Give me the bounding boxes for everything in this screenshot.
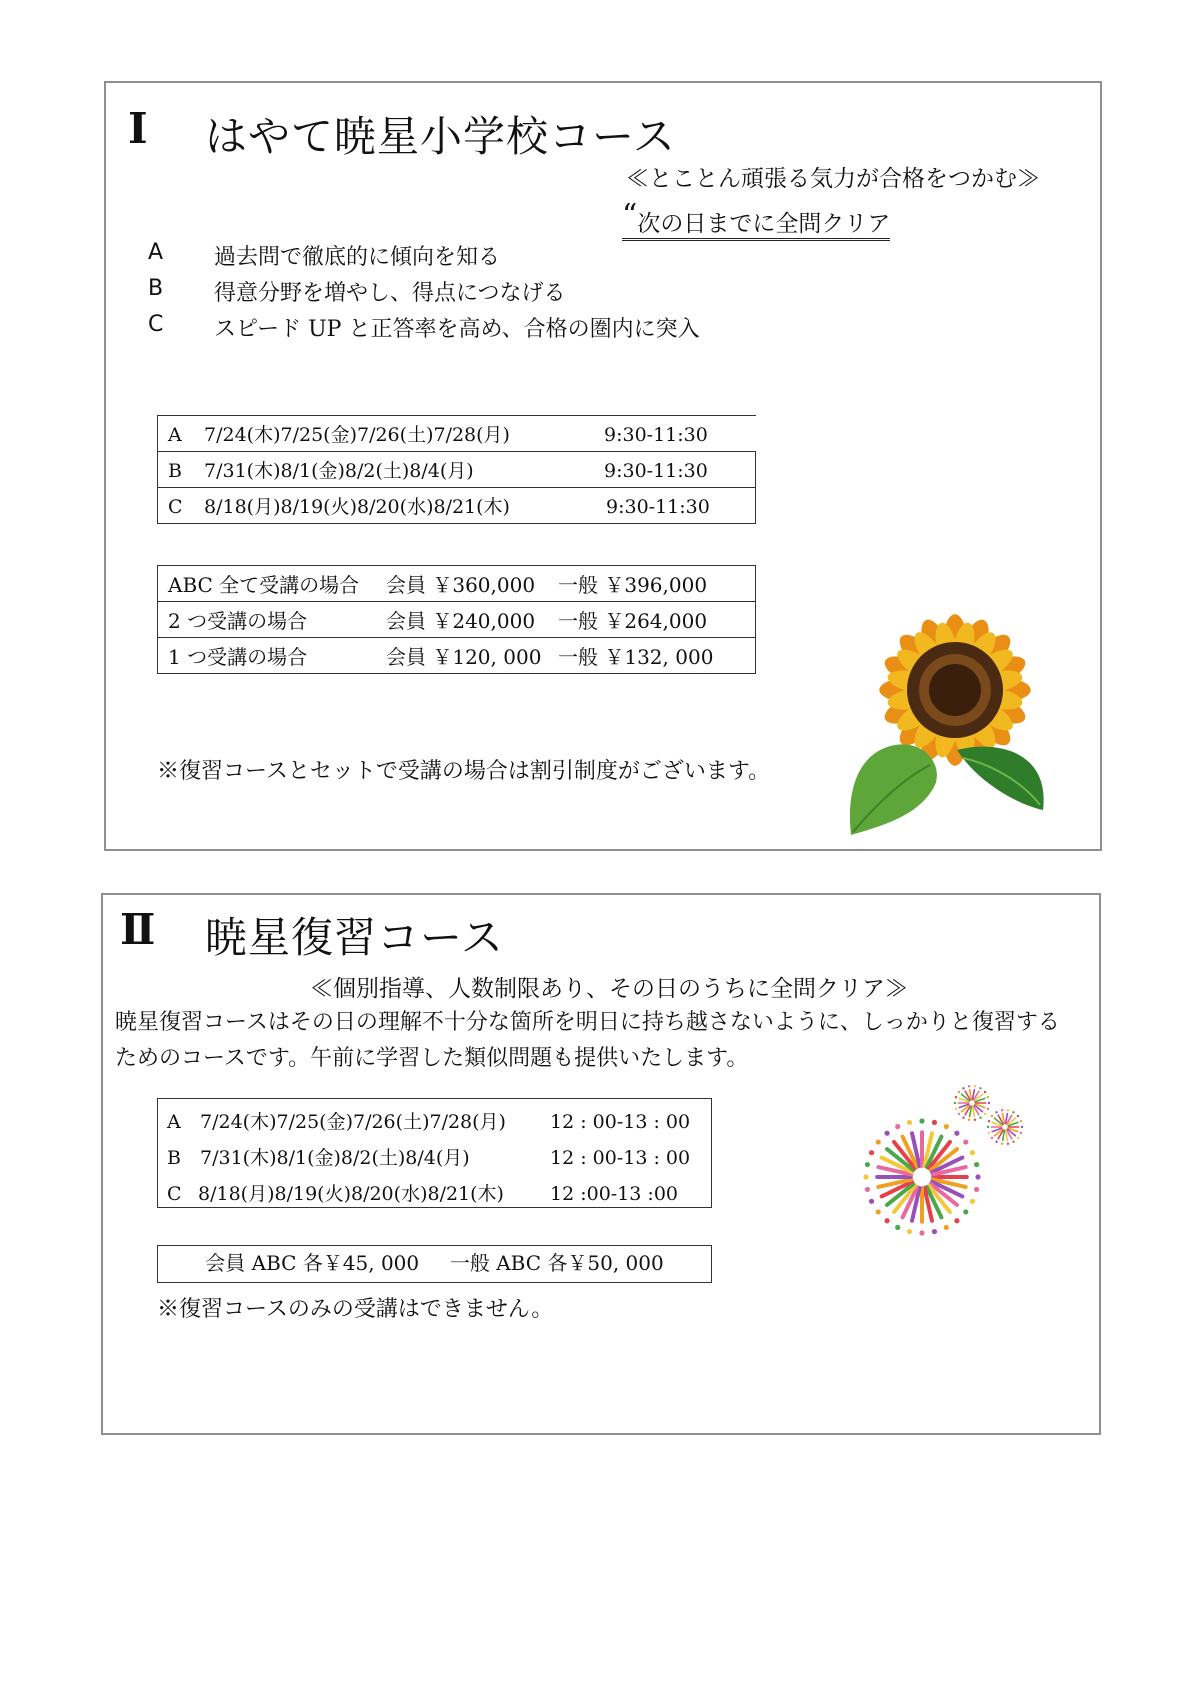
goal-text-a: 過去問で徹底的に傾向を知る: [214, 245, 501, 270]
fee-label: 2 つ受講の場合: [168, 609, 308, 633]
course2-title: 暁星復習コース: [205, 913, 504, 962]
course2-fee-box: [157, 1245, 712, 1283]
schedule-time: 9:30-11:30: [606, 496, 710, 518]
schedule-dates: 8/18(月)8/19(火)8/20(水)8/21(木): [204, 496, 510, 518]
course2-schedule-table: [157, 1098, 712, 1208]
schedule-letter: B: [167, 1147, 181, 1169]
fireworks-icon: [860, 1085, 1035, 1245]
schedule-dates: 7/24(木)7/25(金)7/26(土)7/28(月): [200, 1111, 506, 1133]
fee-member: 会員 ￥120, 000: [386, 645, 542, 669]
table-row: [158, 638, 756, 674]
course2-desc-line1: 暁星復習コースはその日の理解不十分な箇所を明日に持ち越さないように、しっかりと復習する: [115, 1010, 1060, 1035]
course1-schedule-table: [157, 415, 756, 524]
schedule-letter: C: [167, 1183, 182, 1205]
course1-subslogan: [622, 198, 890, 238]
course1-slogan: ≪とことん頑張る気力が合格をつかむ≫: [626, 166, 1040, 192]
schedule-dates: 7/31(木)8/1(金)8/2(土)8/4(月): [204, 460, 474, 482]
fee-label: 1 つ受講の場合: [168, 645, 308, 669]
schedule-dates: 8/18(月)8/19(火)8/20(水)8/21(木): [198, 1183, 504, 1205]
schedule-time: 9:30-11:30: [604, 460, 708, 482]
schedule-letter: A: [167, 1111, 181, 1133]
course2-note: ※復習コースのみの受講はできません。: [157, 1297, 554, 1322]
course1-subslogan-text: 次の日までに全問クリア: [637, 211, 891, 237]
goal-letter-c: C: [148, 312, 164, 337]
fee-general: 一般 ABC 各￥50, 000: [449, 1251, 664, 1275]
table-row: [158, 452, 756, 488]
fee-member: 会員 ￥240,000: [386, 609, 536, 633]
course1-title: はやて暁星小学校コース: [205, 112, 676, 161]
course2-slogan: ≪個別指導、人数制限あり、その日のうちに全問クリア≫: [310, 976, 908, 1002]
sunflower-icon: [845, 600, 1065, 840]
table-row: [158, 488, 756, 524]
table-row: [158, 416, 756, 452]
course2-desc-line2: ためのコースです。午前に学習した類似問題も提供いたします。: [115, 1046, 749, 1071]
table-row: [158, 566, 756, 602]
schedule-letter: C: [168, 496, 183, 518]
table-row: [167, 1179, 678, 1206]
schedule-time: 12 :00-13 :00: [550, 1183, 679, 1205]
course2-numeral: Ⅱ: [120, 905, 156, 954]
fee-general: 一般 ￥132, 000: [558, 645, 714, 669]
table-row: [158, 602, 756, 638]
goal-letter-b: B: [148, 276, 164, 301]
goal-text-c: スピード UP と正答率を高め、合格の圏内に突入: [214, 317, 700, 342]
course1-numeral: Ⅰ: [128, 104, 148, 153]
course1-fee-table: [157, 565, 756, 674]
schedule-time: 9:30-11:30: [604, 424, 708, 446]
schedule-letter: A: [168, 424, 182, 446]
goal-text-b: 得意分野を増やし、得点につなげる: [214, 281, 566, 306]
schedule-time: 12 : 00-13 : 00: [550, 1147, 691, 1169]
fee-member: 会員 ABC 各￥45, 000: [205, 1251, 420, 1275]
fee-member: 会員 ￥360,000: [386, 573, 536, 597]
schedule-dates: 7/24(木)7/25(金)7/26(土)7/28(月): [204, 424, 510, 446]
course1-note: ※復習コースとセットで受講の場合は割引制度がございます。: [157, 759, 771, 784]
schedule-time: 12 : 00-13 : 00: [550, 1111, 691, 1133]
goal-letter-a: A: [148, 240, 164, 265]
schedule-letter: B: [168, 460, 182, 482]
fee-label: ABC 全て受講の場合: [168, 573, 360, 597]
fee-general: 一般 ￥264,000: [558, 609, 708, 633]
quote-mark: “: [622, 198, 638, 233]
table-row: [167, 1107, 690, 1134]
schedule-dates: 7/31(木)8/1(金)8/2(土)8/4(月): [200, 1147, 470, 1169]
table-row: [167, 1143, 690, 1170]
fee-general: 一般 ￥396,000: [558, 573, 708, 597]
